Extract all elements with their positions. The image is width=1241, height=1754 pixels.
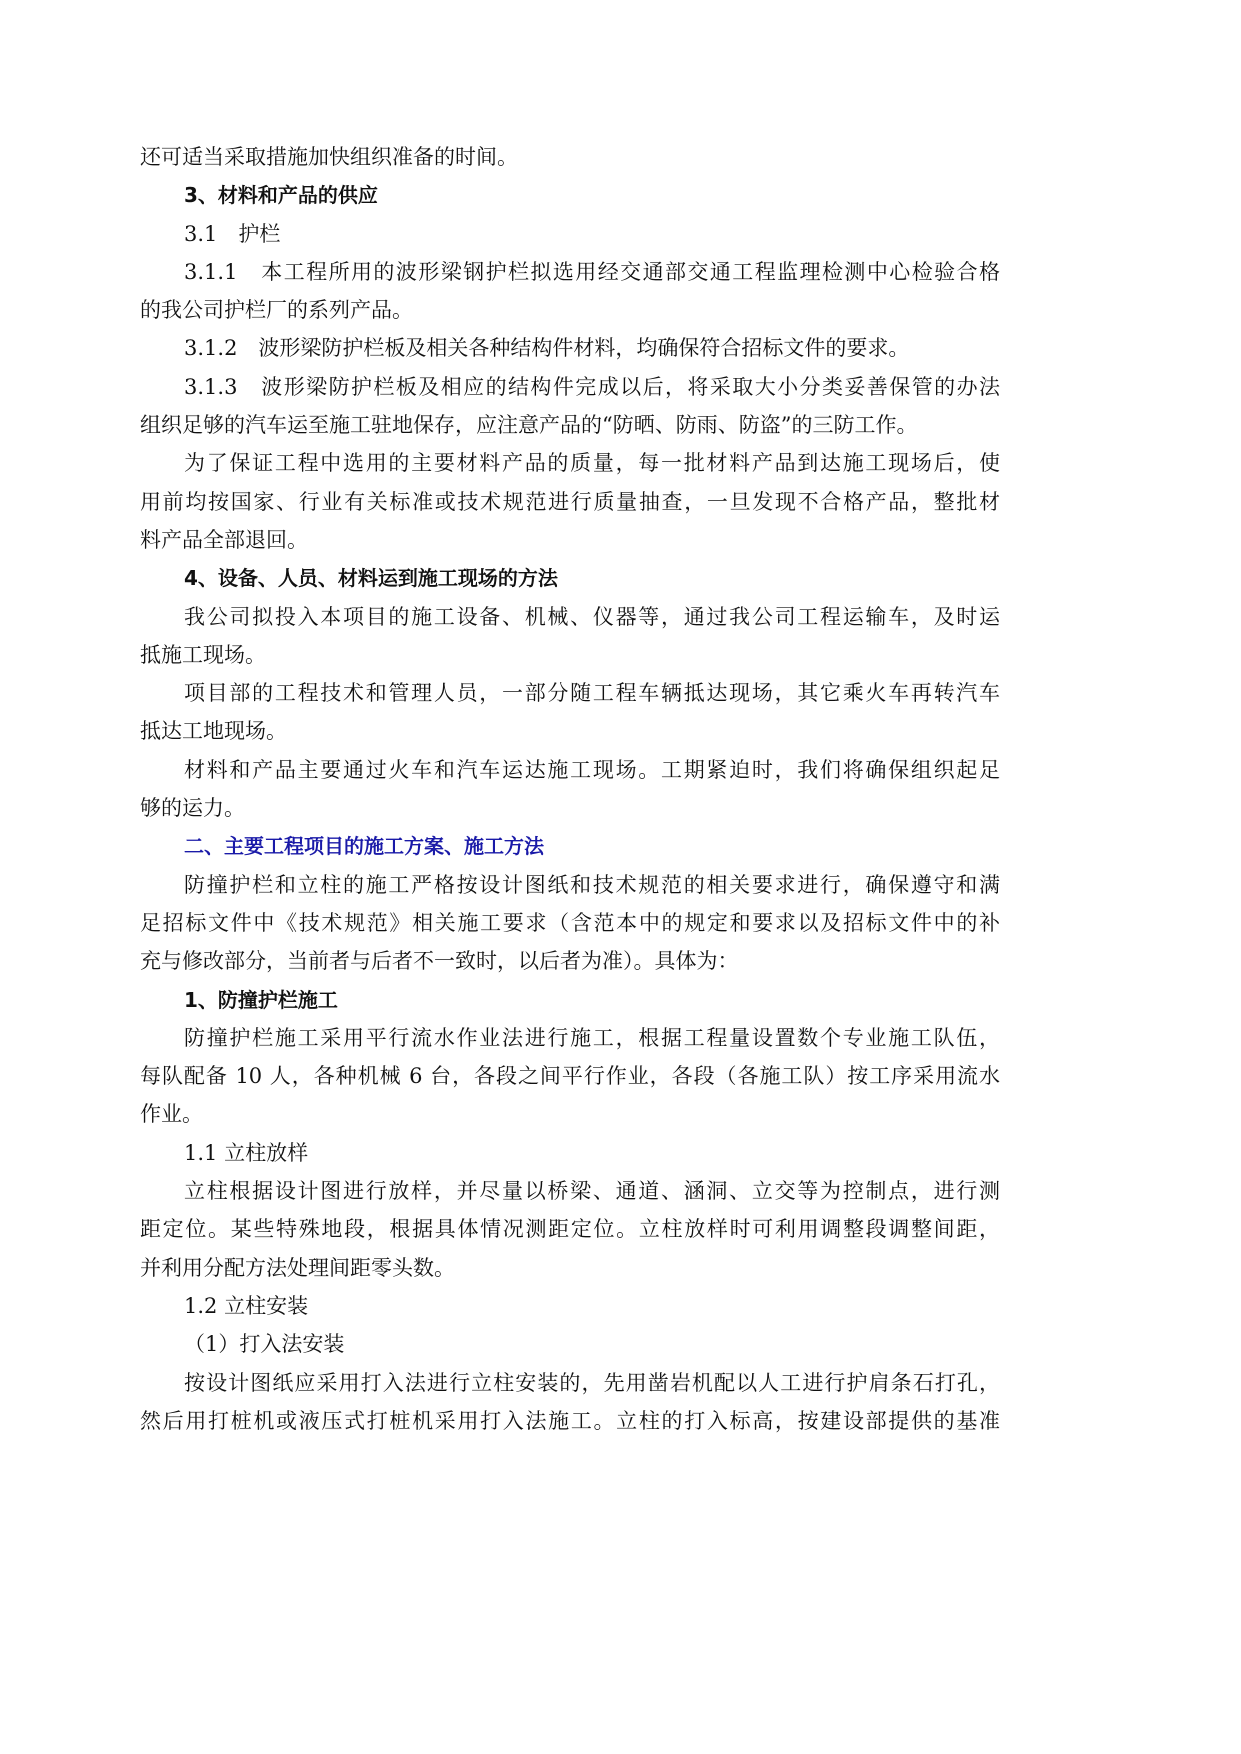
text-line: 4、设备、人员、材料运到施工现场的方法 — [184, 566, 558, 591]
text-line: 3.1.1 本工程所用的波形梁钢护栏拟选用经交通部交通工程监理检测中心检验合格 — [184, 259, 1000, 284]
text-line: 距定位。某些特殊地段，根据具体情况测距定位。立柱放样时可利用调整段调整间距， — [140, 1217, 1000, 1242]
subheading — [140, 1325, 1000, 1363]
paragraph — [140, 1364, 1000, 1441]
text-line: 料产品全部退回。 — [140, 527, 308, 552]
text-line: 用前均按国家、行业有关标准或技术规范进行质量抽查，一旦发现不合格产品，整批材 — [140, 489, 1000, 514]
text-line: 3、材料和产品的供应 — [184, 183, 378, 208]
text-line: 组织足够的汽车运至施工驻地保存，应注意产品的“防晒、防雨、防盗”的三防工作。 — [140, 413, 918, 438]
text-line: 抵施工现场。 — [140, 642, 266, 667]
text-line: 足招标文件中《技术规范》相关施工要求（含范本中的规定和要求以及招标文件中的补 — [140, 910, 1000, 935]
text-line: 3.1 护栏 — [184, 221, 281, 246]
text-line: 1.2 立柱安装 — [184, 1293, 309, 1318]
heading — [140, 559, 1000, 597]
text-line: 防撞护栏施工采用平行流水作业法进行施工，根据工程量设置数个专业施工队伍， — [184, 1025, 1000, 1050]
text-line: （1）打入法安装 — [184, 1332, 345, 1357]
section-heading — [140, 827, 1000, 865]
text-line: 够的运力。 — [140, 796, 245, 821]
paragraph — [140, 329, 1000, 367]
text-line: 的我公司护栏厂的系列产品。 — [140, 298, 413, 323]
text-line: 1.1 立柱放样 — [184, 1140, 309, 1165]
text-line: 我公司拟投入本项目的施工设备、机械、仪器等，通过我公司工程运输车，及时运 — [184, 604, 1000, 629]
text-line: 材料和产品主要通过火车和汽车运达施工现场。工期紧迫时，我们将确保组织起足 — [184, 757, 1000, 782]
text-line: 3.1.2 波形梁防护栏板及相关各种结构件材料，均确保符合招标文件的要求。 — [184, 336, 910, 361]
paragraph — [140, 674, 1000, 751]
text-line: 抵达工地现场。 — [140, 719, 287, 744]
heading — [140, 981, 1000, 1019]
paragraph — [140, 444, 1000, 559]
text-line: 二、主要工程项目的施工方案、施工方法 — [184, 834, 544, 859]
paragraph — [140, 368, 1000, 445]
subheading — [140, 1134, 1000, 1172]
paragraph — [140, 253, 1000, 330]
text-line: 项目部的工程技术和管理人员，一部分随工程车辆抵达现场，其它乘火车再转汽车 — [184, 681, 1000, 706]
text-line: 充与修改部分，当前者与后者不一致时，以后者为准）。具体为： — [140, 949, 739, 974]
paragraph — [140, 138, 1000, 176]
text-line: 3.1.3 波形梁防护栏板及相应的结构件完成以后，将采取大小分类妥善保管的办法 — [184, 374, 1000, 399]
text-line: 防撞护栏和立柱的施工严格按设计图纸和技术规范的相关要求进行，确保遵守和满 — [184, 872, 1000, 897]
text-line: 还可适当采取措施加快组织准备的时间。 — [140, 145, 518, 169]
subheading — [140, 215, 1000, 253]
paragraph — [140, 751, 1000, 828]
text-line: 为了保证工程中选用的主要材料产品的质量，每一批材料产品到达施工现场后，使 — [184, 451, 1000, 476]
paragraph — [140, 1172, 1000, 1287]
text-line: 作业。 — [140, 1102, 203, 1127]
heading — [140, 176, 1000, 214]
text-line: 立柱根据设计图进行放样，并尽量以桥梁、通道、涵洞、立交等为控制点，进行测 — [184, 1179, 1000, 1204]
text-line: 然后用打桩机或液压式打桩机采用打入法施工。立柱的打入标高，按建设部提供的基准 — [140, 1408, 1000, 1433]
paragraph — [140, 1019, 1000, 1134]
text-line: 并利用分配方法处理间距零头数。 — [140, 1255, 455, 1280]
text-line: 按设计图纸应采用打入法进行立柱安装的，先用凿岩机配以人工进行护肩条石打孔， — [184, 1370, 1000, 1395]
paragraph — [140, 866, 1000, 981]
subheading — [140, 1287, 1000, 1325]
document-page — [140, 138, 1000, 1440]
text-line: 1、防撞护栏施工 — [184, 987, 338, 1012]
text-line: 每队配备 10 人，各种机械 6 台，各段之间平行作业，各段（各施工队）按工序采用流水 — [140, 1064, 1000, 1089]
paragraph — [140, 598, 1000, 675]
